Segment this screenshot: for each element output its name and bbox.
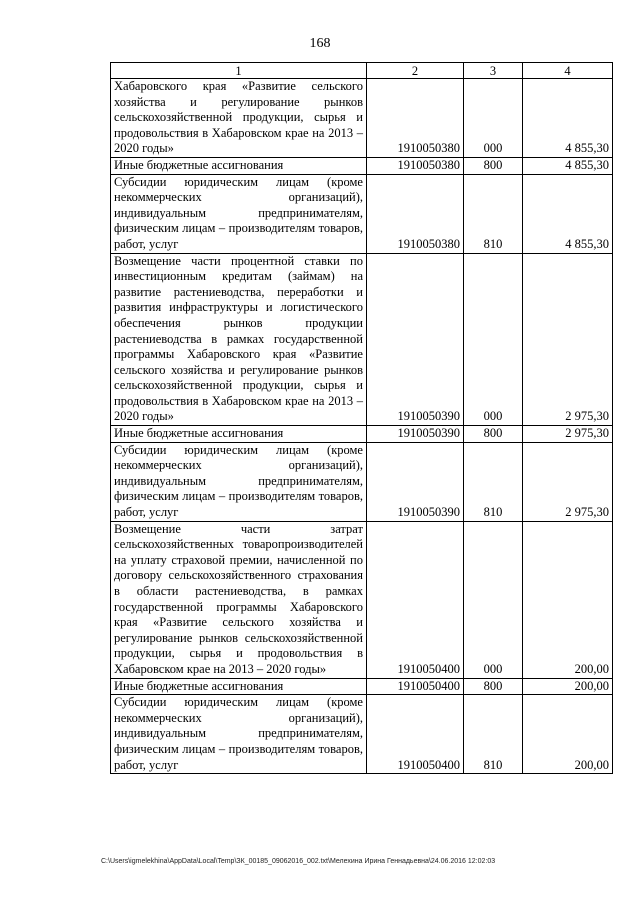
row-type: 800 — [464, 678, 523, 695]
budget-table — [110, 62, 613, 774]
row-type: 000 — [464, 253, 523, 426]
row-amount: 4 855,30 — [523, 79, 613, 158]
table-row — [111, 426, 613, 443]
table-row — [111, 678, 613, 695]
row-type: 810 — [464, 695, 523, 774]
row-code: 1910050390 — [367, 442, 464, 521]
footer-file-path: C:\Users\igmelekhina\AppData\Local\Temp\ЗК_00185_09062016_002.txt\Мелехина Ирина Геннадьевна\24.06.2016 12:02:03 — [101, 858, 496, 865]
table-body — [111, 79, 613, 774]
row-name: Иные бюджетные ассигнования — [111, 678, 367, 695]
table-row — [111, 253, 613, 426]
table-row — [111, 695, 613, 774]
row-type: 810 — [464, 442, 523, 521]
row-code: 1910050390 — [367, 253, 464, 426]
row-code: 1910050390 — [367, 426, 464, 443]
header-col-4: 4 — [523, 63, 613, 79]
row-amount: 200,00 — [523, 521, 613, 678]
row-amount: 2 975,30 — [523, 442, 613, 521]
row-name: Субсидии юридическим лицам (кроме некоммерческих организаций), индивидуальным предпринимателям, физическим лицам – производителям товаров, работ, услуг — [111, 442, 367, 521]
row-type: 810 — [464, 174, 523, 253]
row-code: 1910050380 — [367, 157, 464, 174]
header-col-3: 3 — [464, 63, 523, 79]
row-type: 000 — [464, 79, 523, 158]
row-code: 1910050400 — [367, 521, 464, 678]
row-name: Возмещение части затрат сельскохозяйственных товаропроизводителей на уплату страховой премии, начисленной по договору сельскохозяйственного страхования в области растениеводства, в рамках государственной программы Хабаровского края «Развитие сельского хозяйства и регулирование рынков сельскохозяйственной продукции, сырья и продовольствия в Хабаровском крае на 2013 – 2020 годы» — [111, 521, 367, 678]
table-row — [111, 521, 613, 678]
table-row — [111, 174, 613, 253]
table-row — [111, 442, 613, 521]
header-col-2: 2 — [367, 63, 464, 79]
table-row — [111, 79, 613, 158]
table-row — [111, 157, 613, 174]
row-type: 800 — [464, 426, 523, 443]
row-amount: 200,00 — [523, 695, 613, 774]
row-amount: 4 855,30 — [523, 157, 613, 174]
row-amount: 200,00 — [523, 678, 613, 695]
row-name: Субсидии юридическим лицам (кроме некоммерческих организаций), индивидуальным предпринимателям, физическим лицам – производителям товаров, работ, услуг — [111, 174, 367, 253]
row-amount: 2 975,30 — [523, 426, 613, 443]
page-number: 168 — [309, 36, 331, 51]
row-name: Иные бюджетные ассигнования — [111, 426, 367, 443]
row-amount: 2 975,30 — [523, 253, 613, 426]
row-name: Хабаровского края «Развитие сельского хозяйства и регулирование рынков сельскохозяйственной продукции, сырья и продовольствия в Хабаровском крае на 2013 – 2020 годы» — [111, 79, 367, 158]
row-name: Субсидии юридическим лицам (кроме некоммерческих организаций), индивидуальным предпринимателям, физическим лицам – производителям товаров, работ, услуг — [111, 695, 367, 774]
row-amount: 4 855,30 — [523, 174, 613, 253]
row-code: 1910050380 — [367, 79, 464, 158]
row-code: 1910050400 — [367, 695, 464, 774]
row-type: 800 — [464, 157, 523, 174]
row-code: 1910050400 — [367, 678, 464, 695]
table-header — [111, 63, 613, 79]
header-col-1: 1 — [111, 63, 367, 79]
row-code: 1910050380 — [367, 174, 464, 253]
row-name: Возмещение части процентной ставки по инвестиционным кредитам (займам) на развитие растениеводства, переработки и развития инфраструктуры и логистического обеспечения рынков продукции растениеводства в рамках государственной программы Хабаровского края «Развитие сельского хозяйства и регулирование рынков сельскохозяйственной продукции, сырья и продовольствия в Хабаровском крае на 2013 – 2020 годы» — [111, 253, 367, 426]
row-name: Иные бюджетные ассигнования — [111, 157, 367, 174]
row-type: 000 — [464, 521, 523, 678]
